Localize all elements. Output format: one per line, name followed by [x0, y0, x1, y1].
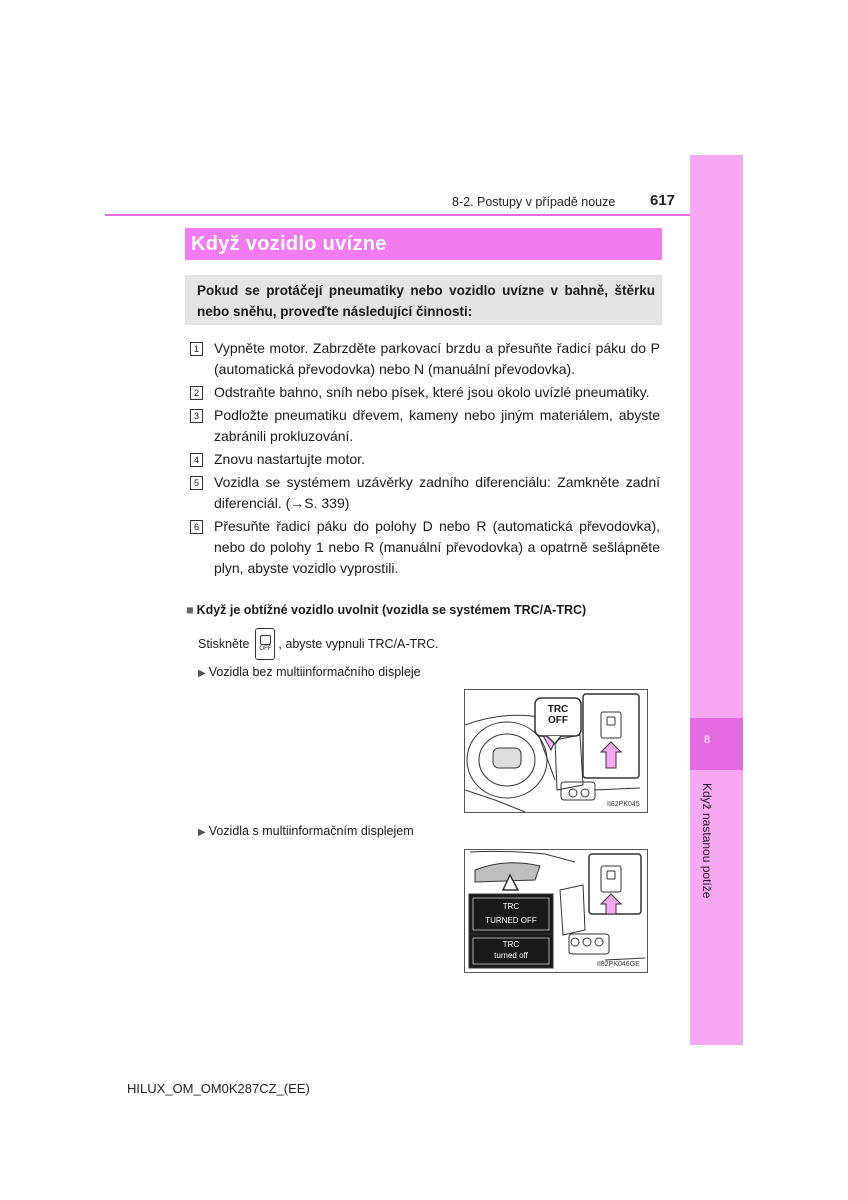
trc-turned-off-message-caps — [473, 900, 549, 928]
step-text: Znovu nastartujte motor. — [214, 451, 365, 467]
step-text: Vypněte motor. Zabrzděte parkovací brzdu a přesuňte řadicí páku do P (automatická převodovka) nebo N (manuální převodovka). — [214, 340, 660, 377]
press-instruction — [198, 627, 439, 661]
figure-dashboard-no-display — [464, 689, 648, 813]
msg2-line2: turned off — [494, 951, 528, 960]
press-before-text: Stiskněte — [198, 637, 250, 651]
step-item — [190, 472, 660, 514]
step-item — [190, 382, 660, 403]
step-text: Přesuňte řadicí páku do polohy D nebo R (automatická převodovka), nebo do polohy 1 nebo R (manuální převodovka) a opatrně sešlápněte plyn, abyste vozidlo vyprostili. — [214, 518, 660, 576]
chapter-number-tab — [690, 718, 743, 770]
header-rule — [105, 214, 690, 216]
chapter-title-vertical: Když nastanou potíže — [700, 783, 714, 899]
triangle-bullet-icon: ▶ — [198, 668, 206, 679]
figure1-code: II82PK045 — [607, 801, 640, 808]
page-title: Když vozidlo uvízne — [191, 233, 387, 255]
step-item — [190, 405, 660, 447]
step-number: 5 — [190, 476, 203, 490]
msg1-line1: TRC — [502, 902, 520, 911]
off-mark: OFF — [259, 646, 272, 652]
msg2-line1: TRC — [502, 940, 520, 949]
variant1-text: Vozidla bez multiinformačního displeje — [208, 665, 421, 679]
step-text: Vozidla se systémem uzávěrky zadního diferenciálu: Zamkněte zadní diferenciál. (→S. 339) — [214, 474, 660, 511]
chapter-number: 8 — [704, 734, 711, 746]
step-item — [190, 449, 660, 470]
triangle-bullet-icon: ▶ — [198, 827, 206, 838]
callout-line2: OFF — [548, 715, 568, 726]
step-number: 4 — [190, 453, 203, 467]
trc-off-callout — [535, 704, 581, 726]
step-number: 1 — [190, 342, 203, 356]
step-item — [190, 516, 660, 579]
intro-text: Pokud se protáčejí pneumatiky nebo vozidlo uvízne v bahně, štěrku nebo sněhu, proveďte následující činnosti: — [197, 283, 655, 319]
intro-box — [185, 275, 662, 325]
callout-line1: TRC — [547, 704, 569, 715]
subsection-heading — [186, 603, 586, 617]
variant2-text: Vozidla s multiinformačním displejem — [208, 824, 414, 838]
subsection-heading-text: Když je obtížné vozidlo uvolnit (vozidla se systémem TRC/A-TRC) — [196, 603, 587, 617]
trc-turned-off-message — [473, 939, 549, 961]
msg1-line2: TURNED OFF — [485, 916, 537, 925]
steps-list — [190, 338, 660, 581]
step-number: 3 — [190, 409, 203, 423]
title-bar — [185, 228, 662, 260]
step-number: 6 — [190, 520, 203, 534]
footer-code: HILUX_OM_OM0K287CZ_(EE) — [127, 1081, 310, 1096]
car-skid-icon — [260, 635, 271, 645]
variant2-label — [198, 824, 414, 838]
step-item — [190, 338, 660, 380]
step-text: Odstraňte bahno, sníh nebo písek, které jsou okolo uvízlé pneumatiky. — [214, 384, 650, 400]
figure2-code: II82PK046GE — [597, 961, 640, 968]
page-number: 617 — [650, 192, 676, 209]
variant1-label — [198, 665, 421, 679]
step-text: Podložte pneumatiku dřevem, kameny nebo jiným materiálem, abyste zabránili prokluzování. — [214, 407, 660, 444]
press-after-text: , abyste vypnuli TRC/A-TRC. — [278, 637, 439, 651]
figure-dashboard-with-display — [464, 849, 648, 973]
trc-off-button-icon — [255, 628, 275, 660]
step-number: 2 — [190, 386, 203, 400]
section-label: 8-2. Postupy v případě nouze — [452, 195, 616, 209]
square-bullet-icon: ■ — [186, 603, 194, 617]
